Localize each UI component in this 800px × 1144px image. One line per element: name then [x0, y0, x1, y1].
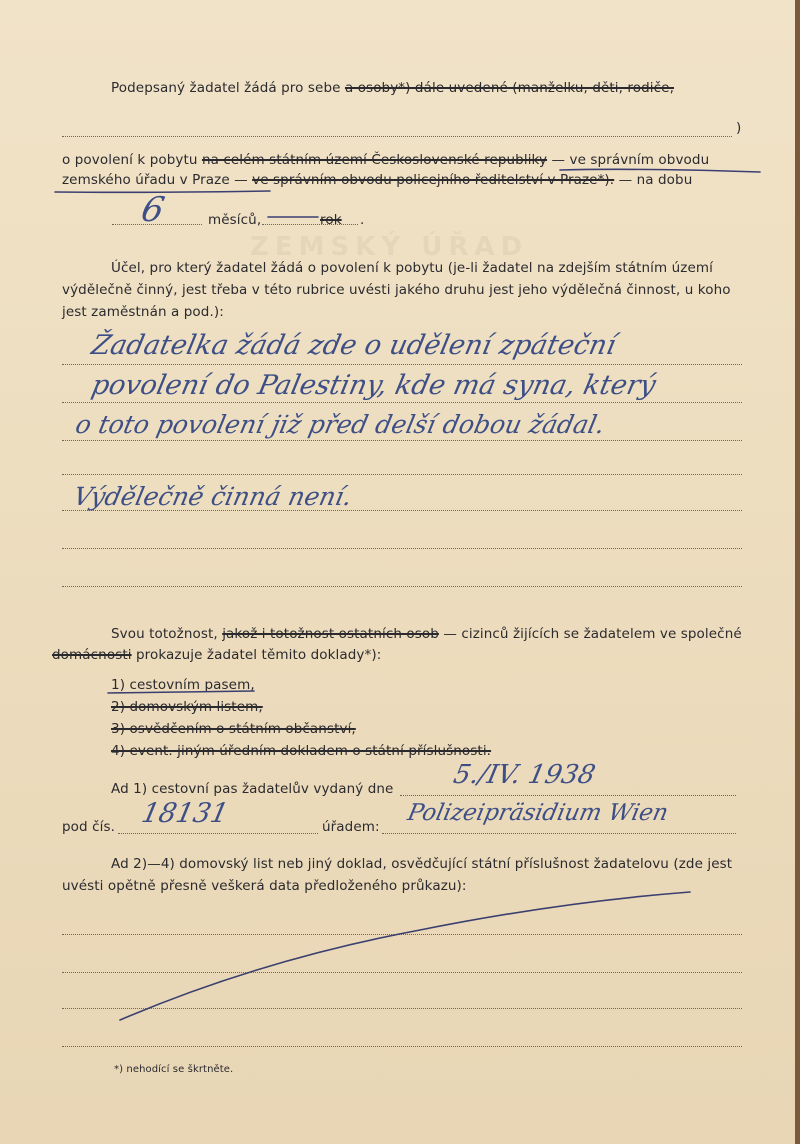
purpose-handwriting-1: Žadatelka žádá zde o udělení zpáteční — [88, 330, 619, 361]
identity-line-1: Svou totožnost, jakož i totožnost ostatních osob — cizinců žijících se žadatelem ve společné — [111, 626, 742, 642]
months-value: 6 — [137, 190, 168, 230]
underline-zemskeho — [55, 191, 270, 192]
ad1-label: Ad 1) cestovní pas žadatelův vydaný dne — [111, 781, 394, 797]
line5-period: . — [360, 212, 365, 228]
purpose-line-1: Účel, pro který žadatel žádá o povolení k pobytu (je-li žadatel na zdejším státním území — [111, 260, 713, 276]
authority-value: Polizeipräsidium Wien — [405, 800, 671, 826]
pod-cis-label: pod čís. — [62, 819, 115, 835]
ad24-line-2: uvésti opětně přesně veškerá data předloženého průkazu): — [62, 878, 467, 894]
footnote: *) nehodící se škrtněte. — [114, 1064, 234, 1075]
purpose-handwriting-4: Výdělečně činná není. — [70, 482, 355, 511]
doc-item-1: 1) cestovním pasem, — [111, 677, 255, 693]
doc-item-4: 4) event. jiným úředním dokladem o státní příslušnosti. — [111, 743, 492, 759]
purpose-line-2: výdělečně činný, jest třeba v této rubrice uvésti jakého druhu jest jeho výdělečná činnost, u koho — [62, 282, 731, 298]
diagonal-cancel-line — [120, 892, 690, 1020]
purpose-handwriting-2: povolení do Palestiny, kde má syna, který — [88, 370, 659, 401]
line3-text: o povolení k pobytu na celém státním území Československé republiky — ve správním obvodu — [62, 152, 710, 168]
years-label: rok — [320, 212, 342, 228]
doc-item-3: 3) osvědčením o státním občanství, — [111, 721, 356, 737]
pass-date-value: 5./IV. 1938 — [450, 760, 598, 790]
line4-text: zemského úřadu v Praze — ve správním obvodu policejního ředitelství v Praze*). — na dobu — [62, 172, 693, 188]
uradem-label: úřadem: — [322, 819, 380, 835]
line1-text: Podepsaný žadatel žádá pro sebe a osoby*) dále uvedené (manželku, děti, rodiče, — [111, 80, 674, 96]
doc-item-2: 2) domovským listem, — [111, 699, 263, 715]
underline-cestovnim-pasem — [108, 691, 254, 693]
purpose-handwriting-3: o toto povolení již před delší dobou žádal. — [72, 410, 608, 439]
close-paren: ) — [736, 120, 742, 136]
months-label: měsíců, — [208, 212, 262, 228]
identity-line-2: domácnosti prokazuje žadatel těmito doklady*): — [52, 647, 382, 663]
ad24-line-1: Ad 2)—4) domovský list neb jiný doklad, osvědčující státní příslušnost žadatelovu (zde jest — [111, 856, 733, 872]
underline-ve-spravnim — [560, 169, 760, 172]
watermark-stamp: ZEMSKÝ ÚŘAD — [250, 232, 529, 262]
pass-number-value: 18131 — [138, 798, 232, 829]
purpose-line-3: jest zaměstnán a pod.): — [62, 304, 224, 320]
